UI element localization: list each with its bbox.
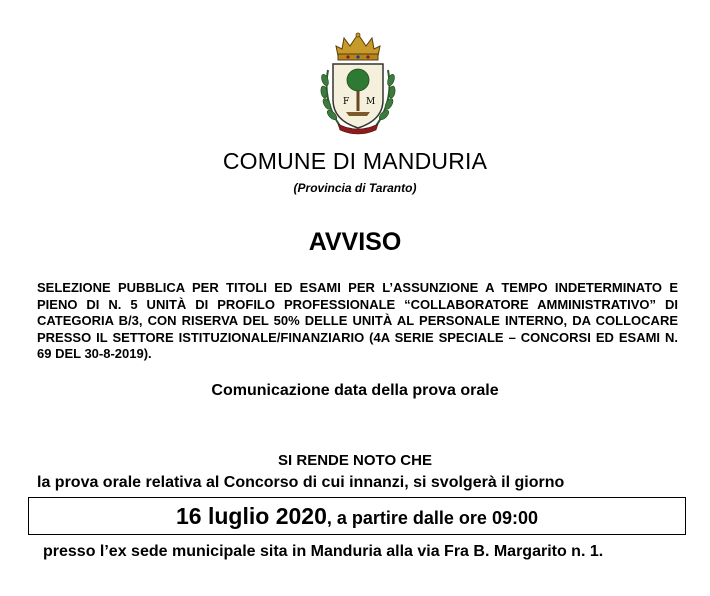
date-box (28, 497, 686, 535)
location-text: presso l’ex sede municipale sita in Manduria alla via Fra B. Margarito n. 1. (43, 543, 604, 560)
svg-text:F: F (343, 97, 350, 107)
svg-text:M: M (366, 97, 376, 107)
comunicazione-subtitle: Comunicazione data della prova orale (211, 382, 499, 399)
comune-heading: COMUNE DI MANDURIA (222, 148, 488, 174)
si-rende-noto-heading: SI RENDE NOTO CHE (278, 452, 432, 469)
coat-of-arms-logo (318, 30, 398, 138)
prova-orale-line: la prova orale relativa al Concorso di cui innanzi, si svolgerà il giorno (37, 474, 565, 491)
avviso-title: AVVISO (308, 228, 402, 256)
selezione-text: SELEZIONE PUBBLICA PER TITOLI ED ESAMI PER L’ASSUNZIONE A TEMPO INDETERMINATO E PIENO DI N. 5 UNITÀ DI PROFILO PROFESSIONALE “COLLABORATORE AMMINISTRATIVO” DI CATEGORIA B/3, CON RISERVA DEL 50% DELLE UNITÀ AL PERSONALE INTERNO, DA COLLOCARE PRESSO IL SETTORE ISTITUZIONALE/FINANZIARIO (4A SERIE SPECIALE – CONCORSI ED ESAMI N. 69 DEL 30-8-2019). (37, 280, 678, 362)
exam-time: , a partire dalle ore 09:00 (326, 508, 538, 528)
exam-date: 16 luglio 2020 (176, 503, 327, 529)
shield-icon (333, 64, 383, 128)
provincia-subheading: (Provincia di Taranto) (293, 181, 417, 195)
crown-icon (336, 33, 380, 60)
